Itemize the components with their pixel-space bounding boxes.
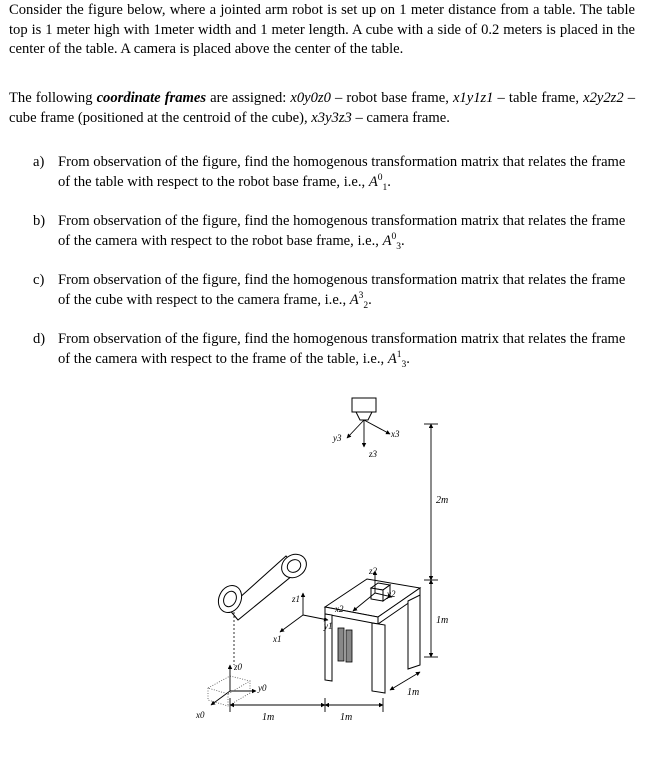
camera-frame-desc: – camera frame. — [351, 109, 450, 126]
question-text: From observation of the figure, find the homogenous transformation matrix that relates the frame of the table with respect to the robot base frame, i.e., $A^0_1$. — [58, 154, 626, 193]
frames-emphasis: coordinate frames — [96, 90, 207, 106]
table-frame-name: x1y1z1 — [452, 90, 494, 106]
matrix-symbol: A — [382, 232, 392, 249]
question-label: b) — [33, 213, 46, 229]
dim-table-length: 1m — [407, 687, 420, 698]
cube-frame-desc: – cube frame (positioned at the centroid of the cube), — [9, 90, 635, 126]
label-x0: x0 — [196, 710, 205, 720]
question-text: From observation of the figure, find the homogenous transformation matrix that relates the frame of the camera with respect to the frame of the table, i.e., $A^1_3$. — [58, 331, 626, 370]
frames-prefix: The following — [9, 90, 97, 106]
label-z3: z3 — [369, 449, 378, 459]
frames-paragraph — [9, 89, 635, 128]
matrix-symbol: A — [368, 173, 378, 190]
question-label: a) — [33, 154, 45, 170]
matrix-superscript: 3 — [358, 290, 364, 301]
question-label: c) — [33, 272, 45, 288]
question-label: d) — [33, 331, 46, 347]
matrix-subscript: 1 — [382, 182, 388, 193]
table-back-legs — [338, 628, 352, 662]
label-x1: x1 — [273, 634, 282, 644]
label-y3: y3 — [333, 433, 342, 443]
question-text: From observation of the figure, find the homogenous transformation matrix that relates the frame of the cube with respect to the camera frame, i.e., $A^3_2$. — [58, 272, 626, 311]
label-y2: y2 — [387, 589, 396, 599]
label-y1: y1 — [324, 621, 333, 631]
matrix-superscript: 0 — [391, 231, 397, 242]
matrix-subscript: 2 — [363, 300, 369, 311]
figure-svg — [190, 392, 480, 727]
table-frame-desc: – table frame, — [493, 90, 584, 106]
matrix-subscript: 3 — [401, 359, 407, 370]
matrix-symbol: A — [349, 291, 359, 308]
frames-mid: are assigned: — [206, 90, 291, 106]
dim-camera-height: 2m — [436, 495, 449, 506]
label-x2: x2 — [335, 604, 344, 614]
dim-table-width: 1m — [340, 712, 353, 723]
intro-paragraph: Consider the figure below, where a jointed arm robot is set up on 1 meter distance from a table. The table top is 1 meter high with 1meter width and 1 meter length. A cube with a side of 0.2 meters is placed in the center of the table. A camera is placed above the center of the table. — [9, 2, 635, 57]
label-z0: z0 — [234, 662, 243, 672]
camera-frame-name: x3y3z3 — [311, 109, 352, 126]
label-z1: z1 — [292, 594, 301, 604]
question-text: From observation of the figure, find the homogenous transformation matrix that relates the frame of the camera with respect to the robot base frame, i.e., $A^0_3$. — [58, 213, 626, 252]
matrix-superscript: 1 — [396, 349, 402, 360]
matrix-symbol: A — [387, 350, 397, 367]
base-frame-desc: – robot base frame, — [330, 90, 453, 106]
robot-table-figure — [190, 392, 480, 727]
base-frame-name: x0y0z0 — [290, 90, 331, 106]
table-frame-axes — [280, 593, 328, 632]
robot-arm-drawing — [214, 550, 311, 620]
label-y0: y0 — [258, 683, 267, 693]
cube-frame-name: x2y2z2 — [583, 90, 624, 106]
dim-table-height: 1m — [436, 615, 449, 626]
label-z2: z2 — [369, 566, 378, 576]
camera-icon — [352, 398, 376, 420]
matrix-superscript: 0 — [377, 172, 383, 183]
matrix-subscript: 3 — [396, 241, 401, 252]
dim-base-distance: 1m — [262, 712, 275, 723]
label-x3: x3 — [391, 429, 400, 439]
camera-frame-axes — [347, 420, 390, 447]
